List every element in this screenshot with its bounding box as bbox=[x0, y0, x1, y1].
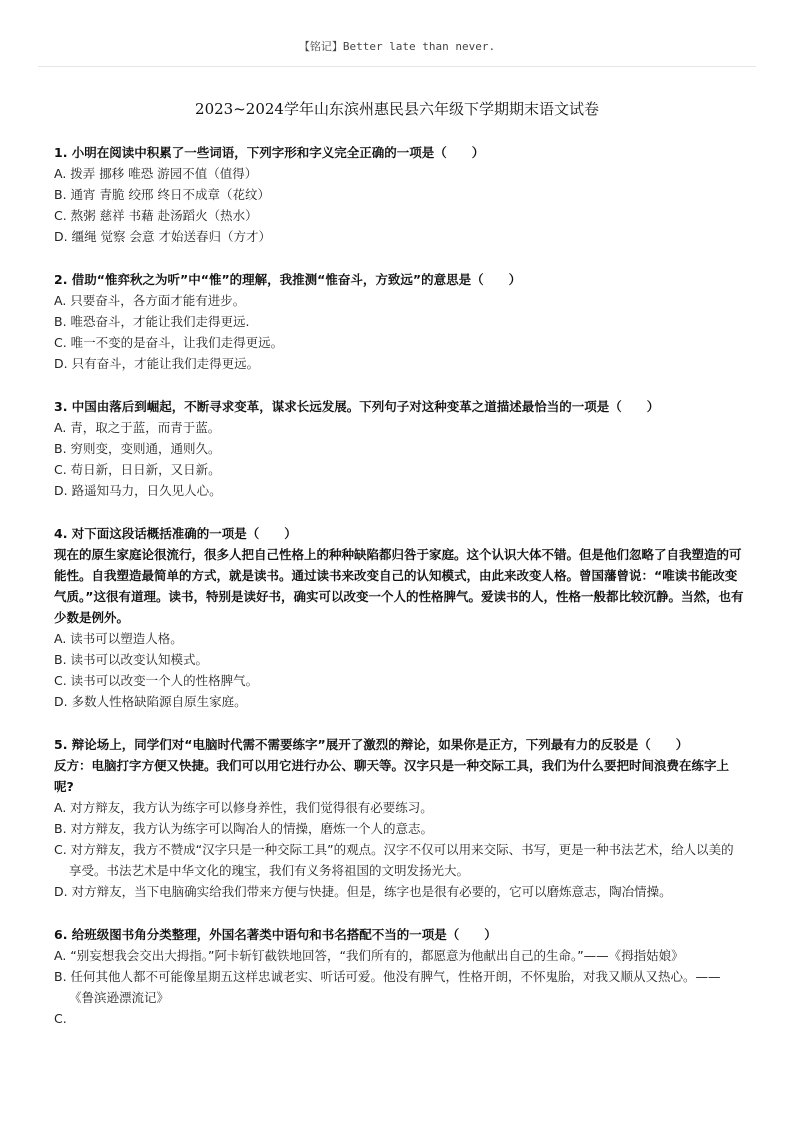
question-stem: 3. 中国由落后到崛起，不断寻求变革，谋求长远发展。下列句子对这种变革之道描述最恰当的一项是（ ） bbox=[54, 399, 660, 414]
option-a: A. 青，取之于蓝，而青于蓝。 bbox=[54, 420, 221, 435]
question-passage: 反方：电脑打字方便又快捷。我们可以用它进行办公、聊天等。汉字只是一种交际工具，我们为什么要把时间浪费在练字上呢? bbox=[54, 758, 730, 794]
option-d: D. 路遥知马力，日久见人心。 bbox=[54, 483, 222, 498]
question-stem: 4. 对下面这段话概括准确的一项是（ ） bbox=[54, 526, 297, 541]
option-d: D. 只有奋斗，才能让我们走得更远。 bbox=[54, 356, 260, 371]
option-c: C. bbox=[54, 1011, 67, 1026]
question-1 bbox=[54, 142, 744, 247]
option-b: B. 穷则变，变则通，通则久。 bbox=[54, 441, 221, 456]
option-b: B. 对方辩友，我方认为练字可以陶冶人的情操，磨炼一个人的意志。 bbox=[54, 821, 434, 836]
option-b: B. 通宵 青脆 绞邢 终日不成章（花纹） bbox=[54, 187, 270, 202]
option-c: C. 对方辩友，我方不赞成“汉字只是一种交际工具”的观点。汉字不仅可以用来交际、书写，更是一种书法艺术，给人以美的享受。书法艺术是中华文化的瑰宝，我们有义务将祖国的文明发扬光大。 bbox=[54, 842, 734, 878]
question-stem: 2. 借助“惟弈秋之为听”中“惟”的理解，我推测“惟奋斗，方致远”的意思是（ ） bbox=[54, 272, 522, 287]
option-d: D. 多数人性格缺陷源自原生家庭。 bbox=[54, 694, 247, 709]
option-a: A. 只要奋斗，各方面才能有进步。 bbox=[54, 293, 246, 308]
option-b: B. 读书可以改变认知模式。 bbox=[54, 652, 209, 667]
option-b: B. 任何其他人都不可能像星期五这样忠诚老实、听话可爱。他没有脾气，性格开朗，不怀鬼胎，对我又顺从又热心。——《鲁滨逊漂流记》 bbox=[54, 969, 721, 1005]
option-a: A. 读书可以塑造人格。 bbox=[54, 631, 183, 646]
option-c: C. 读书可以改变一个人的性格脾气。 bbox=[54, 673, 259, 688]
question-5 bbox=[54, 734, 744, 902]
header-divider bbox=[38, 66, 756, 67]
question-3 bbox=[54, 396, 744, 501]
option-c: C. 苟日新，日日新，又日新。 bbox=[54, 462, 221, 477]
option-c: C. 熬粥 慈祥 书藉 赴汤蹈火（热水） bbox=[54, 208, 258, 223]
question-stem: 6. 给班级图书角分类整理，外国名著类中语句和书名搭配不当的一项是（ ） bbox=[54, 927, 497, 942]
option-b: B. 唯恐奋斗，才能让我们走得更远. bbox=[54, 314, 250, 329]
question-stem: 1. 小明在阅读中积累了一些词语，下列字形和字义完全正确的一项是（ ） bbox=[54, 145, 485, 160]
option-a: A. 拨弄 挪移 唯恐 游园不值（值得） bbox=[54, 166, 258, 181]
question-4 bbox=[54, 523, 744, 712]
page-header: 【铭记】Better late than never. bbox=[298, 40, 496, 53]
question-passage: 现在的原生家庭论很流行，很多人把自己性格上的种种缺陷都归咎于家庭。这个认识大体不错。但是他们忽略了自我塑造的可能性。自我塑造最简单的方式，就是读书。通过读书来改变自己的认知模式，由此来改变人格。曾国藩曾说：“唯读书能改变气质。”这很有道理。读书，特别是读好书，确实可以改变一个人的性格脾气。爱读书的人，性格一般都比较沉静。当然，也有少数是例外。 bbox=[54, 547, 744, 625]
exam-title: 2023~2024学年山东滨州惠民县六年级下学期期末语文试卷 bbox=[195, 100, 599, 118]
option-d: D. 缰绳 觉察 会意 才始送春归（方才） bbox=[54, 229, 271, 244]
option-d: D. 对方辩友，当下电脑确实给我们带来方便与快捷。但是，练字也是很有必要的，它可以磨炼意志，陶冶情操。 bbox=[54, 884, 672, 899]
question-stem: 5. 辩论场上，同学们对“电脑时代需不需要练字”展开了激烈的辩论，如果你是正方，下列最有力的反驳是（ ） bbox=[54, 737, 689, 752]
option-c: C. 唯一不变的是奋斗，让我们走得更远。 bbox=[54, 335, 284, 350]
question-list bbox=[54, 142, 744, 1051]
question-2 bbox=[54, 269, 744, 374]
option-a: A. 对方辩友，我方认为练字可以修身养性，我们觉得很有必要练习。 bbox=[54, 800, 433, 815]
question-6 bbox=[54, 924, 744, 1029]
option-a: A. “别妄想我会交出大拇指。”阿卡斩钉截铁地回答，“我们所有的，都愿意为他献出自己的生命。”——《拇指姑娘》 bbox=[54, 948, 684, 963]
